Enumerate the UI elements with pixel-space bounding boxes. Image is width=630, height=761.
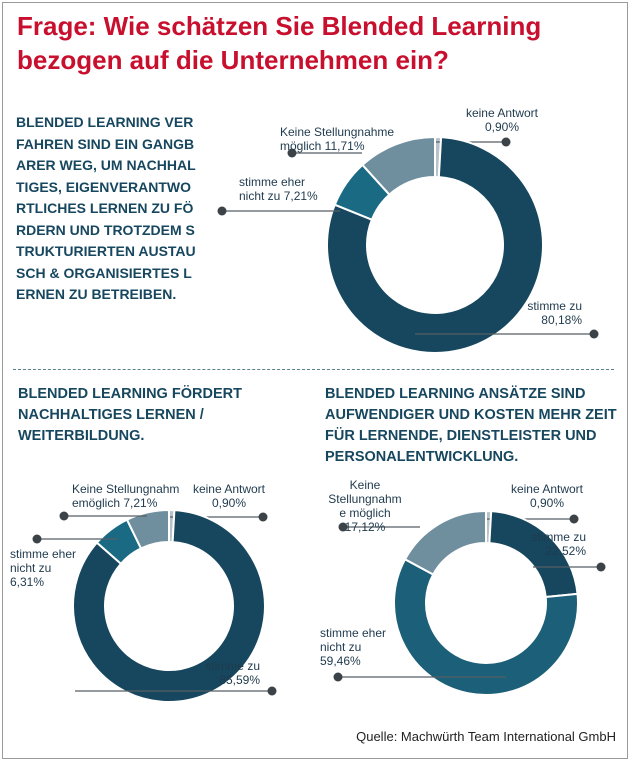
statement-1: BLENDED LEARNING VERFAHREN SIND EIN GANGBARER WEG, UM NACHHALTIGES, EIGENVERANTWORTLICHES LERNEN ZU FÖRDERN UND TROTZDEM STRUKTURIERTEN AUSTAUSCH & ORGANISIERTES LERNEN ZU BETREIBEN. bbox=[16, 114, 196, 302]
chart-2-data-label-4-line-1: Keine Stellungnahm bbox=[72, 482, 180, 496]
chart-2-data-label-3-line-3: 6,31% bbox=[10, 575, 45, 589]
chart-3-data-label-3 bbox=[320, 626, 386, 668]
chart-2-leader-dot-1 bbox=[259, 513, 268, 522]
chart-3-data-label-2-line-2: 22,52% bbox=[545, 544, 586, 558]
title-line-1: Frage: Wie schätzen Sie Blended Learning bbox=[17, 11, 542, 41]
chart-3-data-label-4-line-2: Stellungnahm bbox=[328, 492, 402, 506]
chart-1-data-label-2-line-2: 80,18% bbox=[541, 313, 582, 327]
chart-1-data-label-3-line-2: nicht zu 7,21% bbox=[239, 189, 318, 203]
chart-2-leader-dot-3 bbox=[33, 535, 42, 544]
chart-2-leader-dot-4 bbox=[60, 512, 69, 521]
chart-1-leader-dot-2 bbox=[590, 330, 599, 339]
chart-3-data-label-4-line-4: 17,12% bbox=[344, 520, 386, 534]
chart-1-data-label-1 bbox=[466, 106, 539, 134]
chart-3-leader-dot-2 bbox=[597, 563, 606, 572]
chart-1-data-label-1-line-1: keine Antwort bbox=[465, 106, 539, 120]
chart-1-leader-dot-3 bbox=[218, 207, 227, 216]
chart-3-data-label-3-line-3: 59,46% bbox=[320, 654, 361, 668]
chart-2-data-label-2-line-2: 85,59% bbox=[219, 673, 260, 687]
chart-2-data-label-3 bbox=[10, 547, 76, 589]
chart-3-data-label-3-line-2: nicht zu bbox=[320, 640, 362, 654]
chart-3-leader-dot-3 bbox=[334, 673, 343, 682]
chart-2-data-label-2-line-1: stimme zu bbox=[205, 659, 260, 673]
chart-1-data-label-4-line-1: Keine Stellungnahme bbox=[280, 125, 395, 139]
chart-2-leader-dot-2 bbox=[268, 687, 277, 696]
chart-2-data-label-3-line-1: stimme eher bbox=[10, 547, 77, 561]
chart-1-data-label-4 bbox=[280, 125, 394, 153]
chart-1-data-label-1-line-2: 0,90% bbox=[484, 120, 520, 134]
statement-2: BLENDED LEARNING FÖRDERT NACHHALTIGES LERNEN / WEITERBILDUNG. bbox=[18, 386, 242, 444]
source-credit: Quelle: Machwürth Team International GmbH bbox=[356, 729, 616, 744]
chart-1-data-label-2-line-1: stimme zu bbox=[527, 299, 582, 313]
chart-2-data-label-4 bbox=[72, 482, 179, 510]
chart-1-data-label-3-line-1: stimme eher bbox=[239, 175, 306, 189]
statement-3: BLENDED LEARNING ANSÄTZE SIND AUFWENDIGER UND KOSTEN MEHR ZEIT FÜR LERNENDE, DIENSTLEISTER UND PERSONALENTWICKLUNG. bbox=[325, 386, 617, 465]
chart-3-data-label-2-line-1: stimme zu bbox=[531, 530, 586, 544]
chart-2-data-label-1 bbox=[193, 482, 266, 510]
chart-2-data-label-3-line-2: nicht zu bbox=[10, 561, 52, 575]
chart-3-data-label-1-line-2: 0,90% bbox=[529, 496, 565, 510]
chart-2-data-label-1-line-1: keine Antwort bbox=[192, 482, 266, 496]
chart-3-data-label-4-line-1: Keine bbox=[349, 478, 381, 492]
chart-1-data-label-3 bbox=[239, 175, 318, 203]
chart-3-leader-dot-1 bbox=[570, 515, 579, 524]
chart-3-slice-keine-stellungnahme-m-glich bbox=[405, 511, 486, 574]
chart-1-data-label-4-line-2: möglich 11,71% bbox=[280, 139, 365, 153]
title-line-2: bezogen auf die Unternehmen ein? bbox=[17, 45, 449, 75]
chart-3-data-label-3-line-1: stimme eher bbox=[320, 626, 387, 640]
chart-3-data-label-1-line-1: keine Antwort bbox=[510, 482, 584, 496]
chart-2-data-label-4-line-2: emöglich 7,21% bbox=[72, 496, 158, 510]
chart-2-data-label-1-line-2: 0,90% bbox=[211, 496, 247, 510]
chart-3-data-label-4-line-3: e möglich bbox=[339, 506, 391, 520]
chart-3-data-label-1 bbox=[511, 482, 584, 510]
chart-1-data-label-2 bbox=[527, 299, 582, 327]
chart-1-leader-dot-1 bbox=[502, 138, 511, 147]
